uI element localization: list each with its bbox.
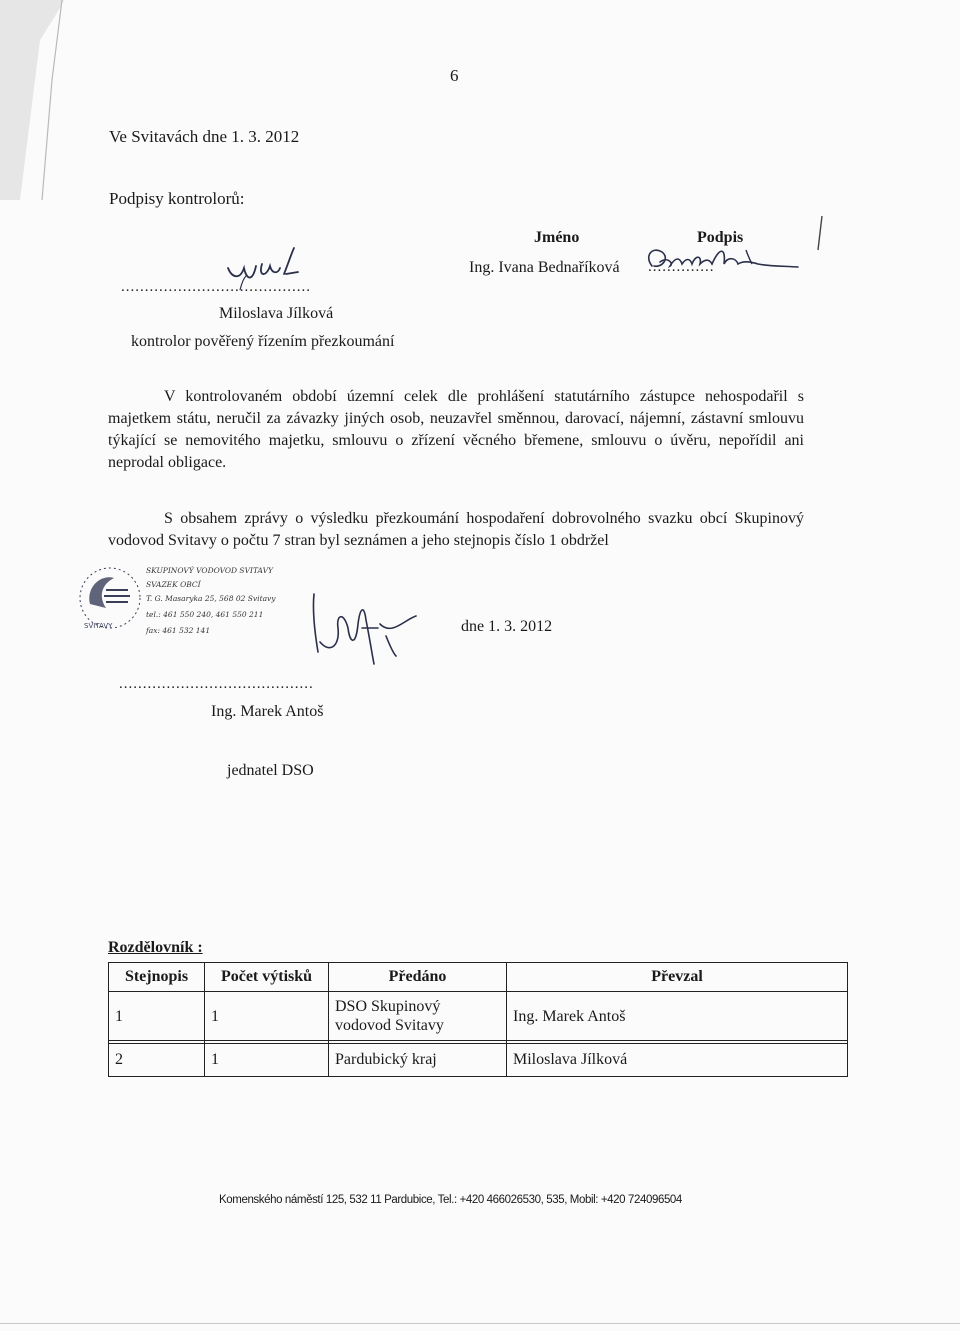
stamp-logo — [76, 560, 146, 642]
controller-1-name: Ing. Ivana Bednaříková — [469, 259, 620, 276]
stamp-line-1: SKUPINOVÝ VODOVOD SVITAVY — [146, 566, 273, 575]
cell-copy: 1 — [109, 992, 205, 1041]
distribution-title: Rozdělovník : — [108, 939, 203, 956]
organization-stamp — [76, 560, 276, 642]
header-copy: Stejnopis — [109, 963, 205, 992]
controller-1-signature-line: .............. — [648, 259, 715, 275]
footer-contact: Komenského náměstí 125, 532 11 Pardubice, Tel.: +420 466026530, 535, Mobil: +420 724096504 — [219, 1194, 682, 1206]
cell-handed-to: Pardubický kraj — [329, 1044, 507, 1077]
statement-paragraph: V kontrolovaném období územní celek dle prohlášení statutárního zástupce nehospodařil s majetkem státu, neručil za závazky jiných osob, neuzavřel směnnou, darovací, nájemní, zástavní smlouvu týkající se nemovitého majetku, smlouvu o zřízení věcného břemene, smlouvu o úvěru, nepořídil ani neprodal obligace. — [108, 388, 804, 471]
table-row — [109, 992, 848, 1041]
controller-2-signature-line: ........................................ — [121, 279, 311, 295]
controller-2-role: kontrolor pověřený řízením přezkoumání — [131, 333, 395, 350]
controller-1-signature — [640, 236, 800, 278]
cell-received-by: Miloslava Jílková — [507, 1044, 848, 1077]
page-number: 6 — [450, 66, 459, 85]
stamp-line-4: tel.: 461 550 240, 461 550 211 — [146, 610, 264, 619]
header-received-by: Převzal — [507, 963, 848, 992]
distribution-header-row — [109, 963, 848, 992]
representative-role: jednatel DSO — [227, 762, 314, 779]
header-count: Počet výtisků — [205, 963, 329, 992]
representative-signature — [300, 584, 418, 668]
scan-edge-line — [0, 1323, 960, 1324]
representative-name: Ing. Marek Antoš — [211, 703, 324, 720]
place-date: Ve Svitavách dne 1. 3. 2012 — [109, 127, 300, 146]
representative-signature-line: ......................................... — [119, 676, 314, 692]
distribution-table — [108, 962, 848, 1077]
stamp-line-3: T. G. Masaryka 25, 568 02 Svitavy — [146, 594, 276, 603]
acknowledgement-paragraph: S obsahem zprávy o výsledku přezkoumání hospodaření dobrovolného svazku obcí Skupinový vodovod Svitavy o počtu 7 stran byl seznámen a jeho stejnopis číslo 1 obdržel — [108, 510, 804, 549]
scan-artifact — [0, 0, 70, 200]
table-row — [109, 1044, 848, 1077]
stamp-ring-text: SVITAVY — [84, 622, 113, 630]
controller-2-name: Miloslava Jílková — [219, 305, 334, 322]
name-column-header: Jméno — [534, 229, 580, 246]
cell-received-by: Ing. Marek Antoš — [507, 992, 848, 1041]
signature-column-header: Podpis — [697, 229, 744, 246]
receipt-date: dne 1. 3. 2012 — [461, 618, 553, 635]
pen-mark — [812, 214, 828, 254]
cell-handed-to: DSO Skupinový vodovod Svitavy — [329, 992, 507, 1041]
cell-count: 1 — [205, 1044, 329, 1077]
signatures-heading: Podpisy kontrolorů: — [109, 189, 245, 208]
stamp-line-2: SVAZEK OBCÍ — [146, 580, 201, 589]
header-handed-to: Předáno — [329, 963, 507, 992]
cell-count: 1 — [205, 992, 329, 1041]
cell-copy: 2 — [109, 1044, 205, 1077]
stamp-line-5: fax: 461 532 141 — [146, 626, 211, 635]
